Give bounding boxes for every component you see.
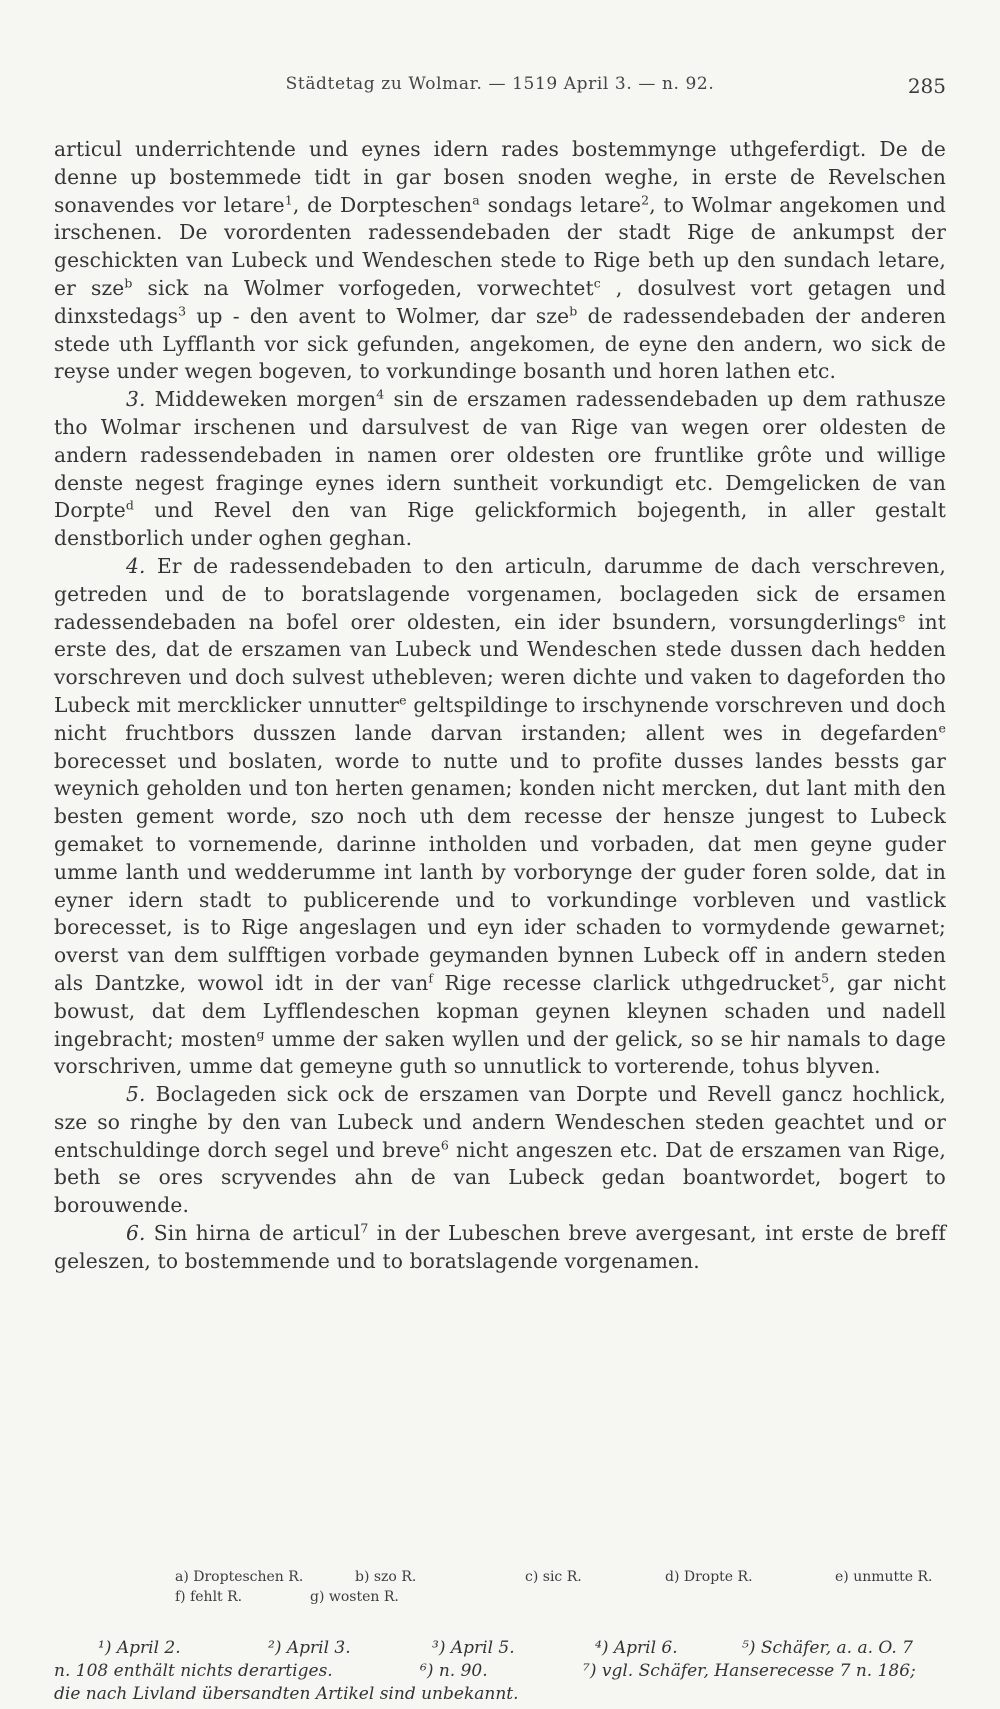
footnote-3: ³) April 5. xyxy=(432,1638,515,1658)
section-number: 6. xyxy=(126,1221,146,1246)
footnote-ref: 4 xyxy=(376,386,385,402)
text-run: , de Dorpteschen xyxy=(292,192,473,217)
paragraph-3 xyxy=(54,386,946,553)
letter-footnote: c) sic R. xyxy=(525,1569,582,1585)
footnote-ref: e xyxy=(897,608,906,624)
footnote-ref: 1 xyxy=(284,191,293,207)
text-run: in der Lubeschen breve avergesant, int erste de breff geleszen, to bostemmende und to boratslagende vorgenamen. xyxy=(54,1221,946,1273)
footnote-ref: 2 xyxy=(641,191,650,207)
text-run: umme der saken wyllen und der gelick, so se hir namals to dage vorschriven, umme dat gemeyne guth so unnutlick to vorterende, tohus blyven. xyxy=(54,1026,946,1079)
text-run: int erste des, dat de erszamen van Lubeck und Wendeschen stede dussen dach hedden vorschreven und doch sulvest uthebleven; weren dichte und vaken to dageforden tho Lubeck mit mercklicker unnutter xyxy=(54,609,947,717)
footnote-ref: 7 xyxy=(360,1220,369,1236)
footnote-5: ⁵) Schäfer, a. a. O. 7 xyxy=(742,1638,913,1658)
footnote-ref: d xyxy=(125,497,135,513)
letter-footnote: d) Dropte R. xyxy=(665,1569,753,1585)
text-run: und Revel den van Rige gelickformich bojegenth, in aller gestalt denstborlich under oghen geghan. xyxy=(54,498,946,551)
footnote-ref: 3 xyxy=(178,303,187,319)
paragraph-5 xyxy=(54,1081,946,1220)
footnote-ref: b xyxy=(569,303,578,319)
text-run: de radessendebaden der anderen stede uth Lyfflanth vor sick gefunden, angekomen, de eyne den andern, wo sick de reyse under wegen bogeven, to vorkundinge bosanth und horen lathen etc. xyxy=(54,303,946,384)
paragraph-6 xyxy=(54,1220,946,1276)
section-number: 3. xyxy=(126,387,146,412)
section-number: 5. xyxy=(126,1082,146,1107)
footnote-1: ¹) April 2. xyxy=(98,1638,181,1658)
footnote-ref: b xyxy=(124,275,133,291)
footnote-ref: g xyxy=(256,1025,265,1041)
text-run: sondags letare xyxy=(479,192,642,217)
page-header xyxy=(54,74,946,104)
footnote-2: ²) April 3. xyxy=(268,1638,351,1658)
footnote-ref: e xyxy=(938,719,946,735)
text-run: Boclageden sick ock de erszamen van Dorpte und Revell gancz hochlick, sze so ringhe by den van Lubeck und andern Wendeschen steden geachtet und or entschuldinge dorch segel und breve xyxy=(54,1082,946,1162)
text-run: geltspildinge to irschynende vorschreven und doch nicht fruchtbors dusszen lande darvan irstanden; allent wes in degefarden xyxy=(54,692,946,745)
page-number: 285 xyxy=(907,74,946,98)
text-run: Rige recesse clarlick uthgedrucket xyxy=(433,970,822,995)
text-run: , to Wolmar angekomen und irschenen. De vorordenten radessendebaden der stadt Rige de ankumpst der geschickten van Lubeck und Wendeschen stede to Rige beth up den sundach letare, er sze xyxy=(54,192,946,300)
footnote-ref: c xyxy=(593,275,601,291)
footnote-7: ⁷) vgl. Schäfer, Hanserecesse 7 n. 186; xyxy=(583,1661,916,1681)
letter-footnote: g) wosten R. xyxy=(310,1589,399,1605)
running-head: Städtetag zu Wolmar. — 1519 April 3. — n. 92. xyxy=(285,74,715,94)
text-run: sin de erszamen radessendebaden up dem rathusze tho Wolmar irschenen und darsulvest de van Rige van wegen orer oldesten de andern radessendebaden in namen orer oldesten ore fruntlike grôte und willige denste negest fraginge eynes idern suntheit vorkundigt etc. Demgelicken de van Dorpte xyxy=(54,387,946,523)
section-number: 4. xyxy=(126,553,146,578)
text-run: Er de radessendebaden to den articuln, darumme de dach verschreven, getreden und de to boratslagende vorgenamen, boclageden sick de ersamen radessendebaden na bofel orer oldesten, ein ider bsundern, vorsungderlings xyxy=(54,553,946,634)
footnote-6: ⁶) n. 90. xyxy=(420,1661,488,1681)
footnote-ref: e xyxy=(399,692,407,708)
text-run: borecesset und boslaten, worde to nutte und to profite dusses landes bessts gar weynich geholden und ton herten genamen; konden nicht mercken, dut lant mith den besten gement worde, szo noch uth dem recesse der hensze jungest to Lubeck gemaket to vornemende, darinne intholden und vorbaden, dat men geyne guder umme lanth und wedderumme int lanth by vorborynge der guder foren solde, dat in eyner idern stadt to publicerende und to vorkundinge vorbleven und vastlick borecesset, is to Rige angeslagen und eyn ider schaden to vormydende gewarnet; overst van dem sulfftigen vorbade geymanden bynnen Lubeck off in andern steden als Dantzke, wowol idt in der van xyxy=(54,748,946,995)
footnote-7-cont: die nach Livland übersandten Artikel sind unbekannt. xyxy=(54,1684,519,1704)
text-run: , dosulvest vort getagen und dinxstedags xyxy=(54,275,946,328)
text-run: Sin hirna de articul xyxy=(145,1221,361,1246)
footnote-ref: a xyxy=(472,191,480,207)
text-run: nicht angeszen etc. Dat de erszamen van Rige, beth se ores scryvendes ahn de van Lubeck gedan boantwordet, bogert to borouwende. xyxy=(54,1137,946,1218)
paragraph-4 xyxy=(54,553,946,1081)
footnote-ref: 5 xyxy=(821,970,830,986)
letter-footnote: f) fehlt R. xyxy=(175,1589,243,1605)
text-run: up - den avent to Wolmer, dar sze xyxy=(186,303,570,328)
text-run: , gar nicht bowust, dat dem Lyfflendeschen kopman geynen kleynen schaden und nadell ingebracht; mosten xyxy=(54,970,946,1051)
footnote-ref: f xyxy=(428,970,434,986)
paragraph-intro xyxy=(54,136,946,386)
letter-footnote: b) szo R. xyxy=(355,1569,417,1585)
text-run: articul underrichtende und eynes idern rades bostemmynge uthgeferdigt. De de denne up bostemmede tidt in gar bosen snoden weghe, in erste de Revelschen sonavendes vor letare xyxy=(54,137,946,217)
footnote-5-cont: n. 108 enthält nichts derartiges. xyxy=(54,1661,333,1681)
text-run: Middeweken morgen xyxy=(145,387,377,412)
text-run: sick na Wolmer vorfogeden, vorwechtet xyxy=(132,275,594,300)
footnote-4: ⁴) April 6. xyxy=(595,1638,678,1658)
body-text xyxy=(54,136,946,1276)
footnote-ref: 6 xyxy=(440,1136,449,1152)
letter-footnote: a) Dropteschen R. xyxy=(175,1569,304,1585)
letter-footnote: e) unmutte R. xyxy=(835,1569,933,1585)
